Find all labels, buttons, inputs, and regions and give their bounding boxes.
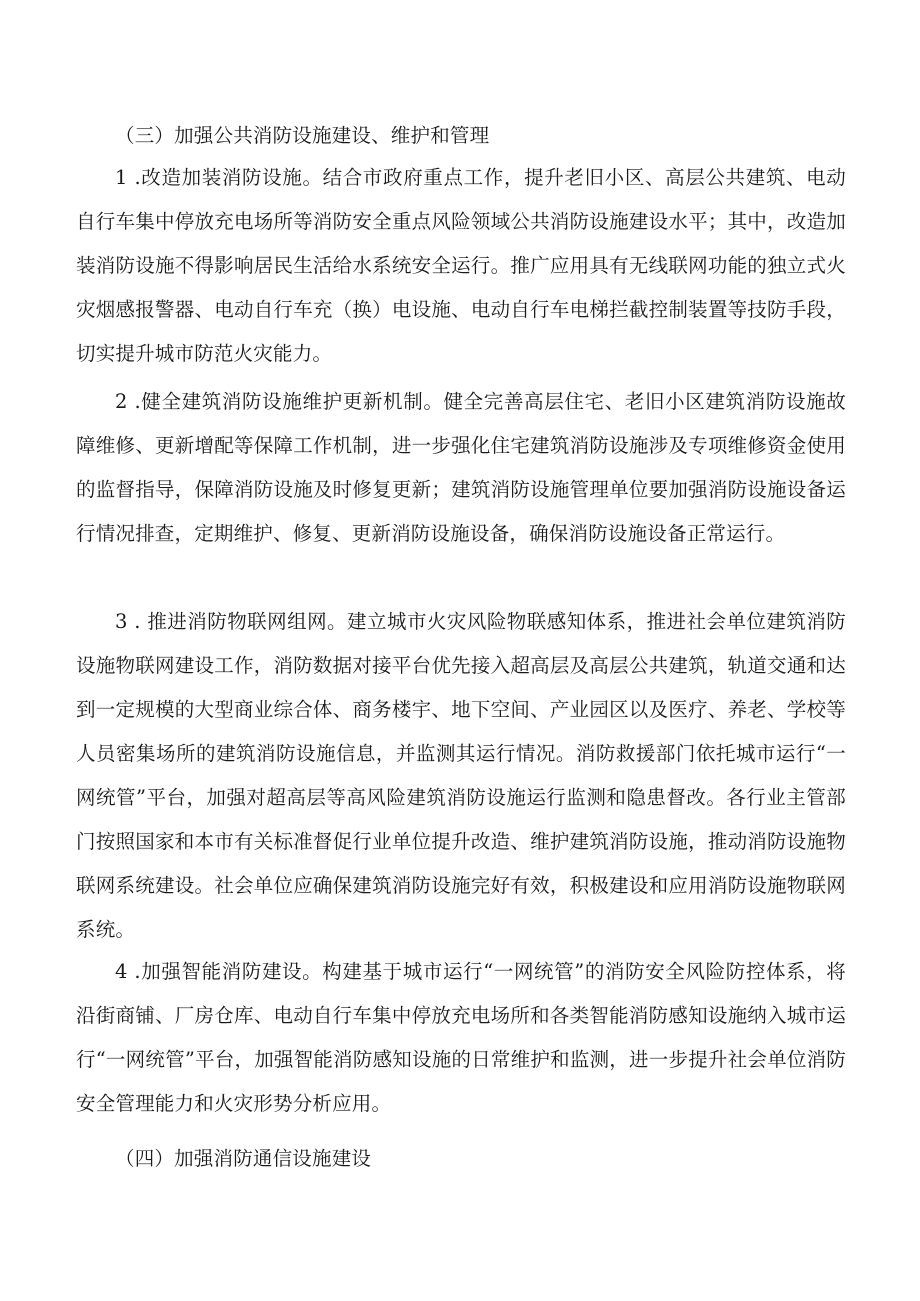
paragraph-3: 3 . 推进消防物联网组网。建立城市火灾风险物联感知体系，推进社会单位建筑消防设施物联网建设工作，消防数据对接平台优先接入超高层及高层公共建筑，轨道交通和达到一定规模的大型商业综合体、商务楼宇、地下空间、产业园区以及医疗、养老、学校等人员密集场所的建筑消防设施信息，并监测其运行情况。消防救援部门依托城市运行“一网统管”平台，加强对超高层等高风险建筑消防设施运行监测和隐患督改。各行业主管部门按照国家和本市有关标准督促行业单位提升改造、维护建筑消防设施，推动消防设施物联网系统建设。社会单位应确保建筑消防设施完好有效，积极建设和应用消防设施物联网系统。 <box>76 610 846 941</box>
paragraph-1: 1 .改造加装消防设施。结合市政府重点工作，提升老旧小区、高层公共建筑、电动自行车集中停放充电场所等消防安全重点风险领域公共消防设施建设水平；其中，改造加装消防设施不得影响居民生活给水系统安全运行。推广应用具有无线联网功能的独立式火灾烟感报警器、电动自行车充（换）电设施、电动自行车电梯拦截控制装置等技防手段，切实提升城市防范火灾能力。 <box>76 166 846 365</box>
paragraph-2: 2 .健全建筑消防设施维护更新机制。健全完善高层住宅、老旧小区建筑消防设施故障维修、更新增配等保障工作机制，进一步强化住宅建筑消防设施涉及专项维修资金使用的监督指导，保障消防设施及时修复更新；建筑消防设施管理单位要加强消防设施设备运行情况排查，定期维护、修复、更新消防设施设备，确保消防设施设备正常运行。 <box>76 390 846 545</box>
section-three-heading: （三）加强公共消防设施建设、维护和管理 <box>115 124 490 147</box>
paragraph-4: 4 .加强智能消防建设。构建基于城市运行“一网统管”的消防安全风险防控体系，将沿街商铺、厂房仓库、电动自行车集中停放充电场所和各类智能消防感知设施纳入城市运行“一网统管”平台，加强智能消防感知设施的日常维护和监测，进一步提升社会单位消防安全管理能力和火灾形势分析应用。 <box>76 960 846 1115</box>
section-four-heading: （四）加强消防通信设施建设 <box>115 1147 372 1170</box>
